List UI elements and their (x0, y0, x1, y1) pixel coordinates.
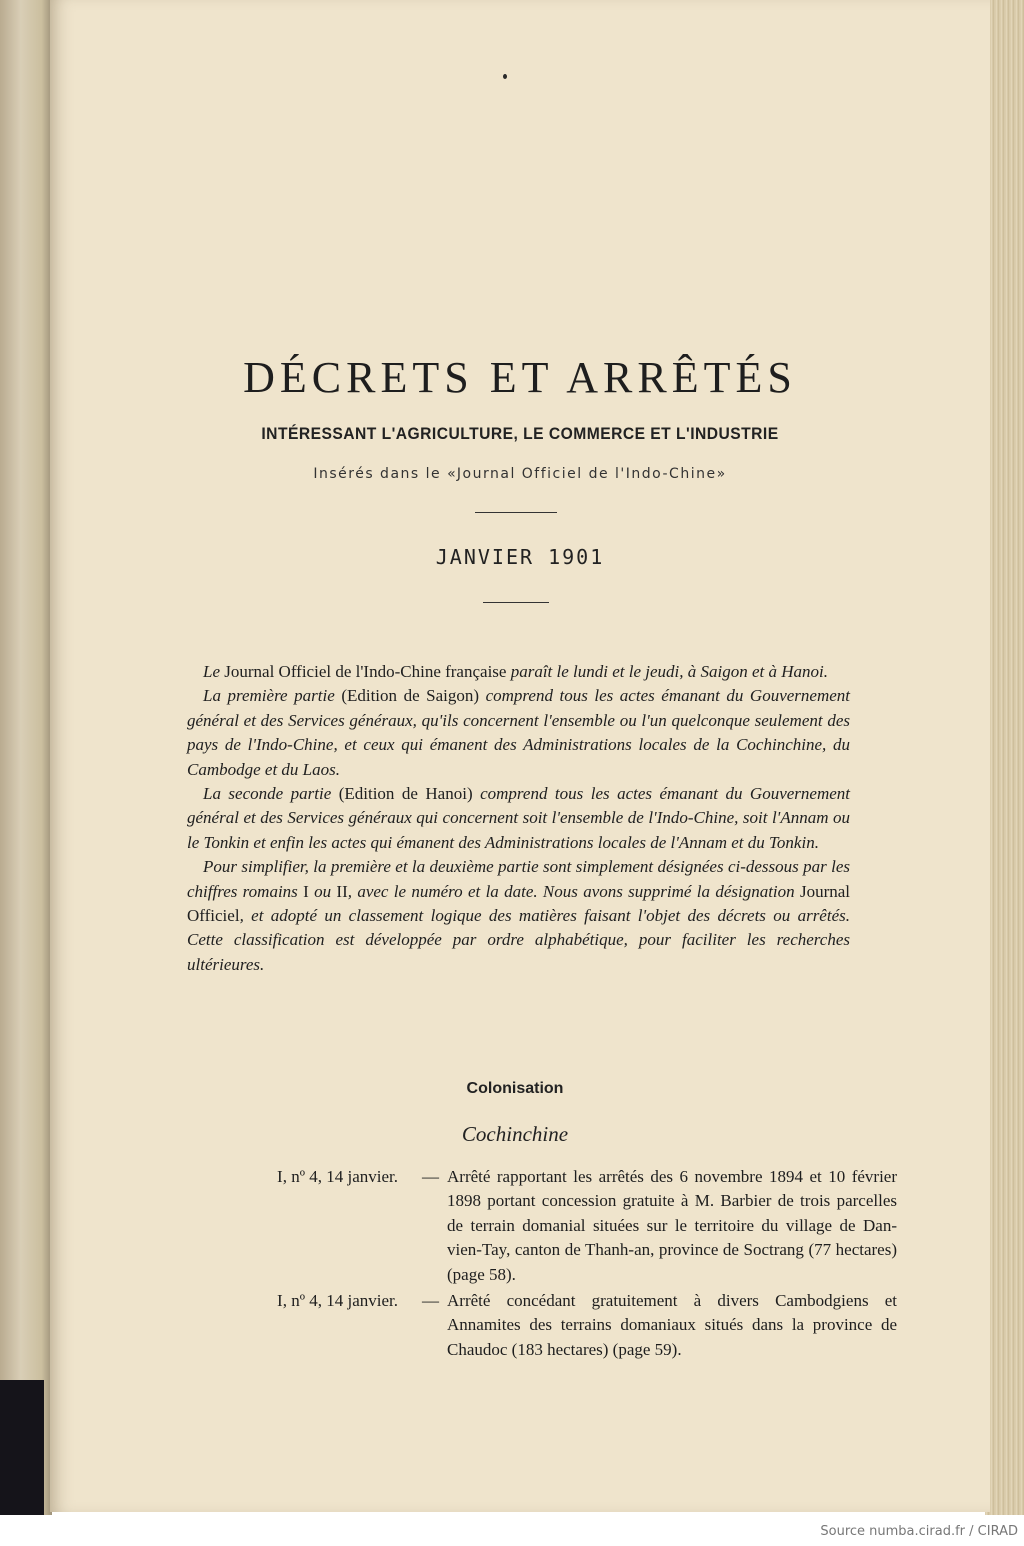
binding-cover (0, 1380, 44, 1515)
entry-dash: — (422, 1167, 439, 1186)
text-run: , et adopté un classement logique des matières faisant l'objet des décrets ou arrêtés. Cette classification est développée par ordre alphabétique, pour faciliter les recherches ultérieures. (187, 906, 850, 974)
section-heading: Colonisation (466, 1080, 564, 1097)
entry-text: Arrêté concédant gratuitement à divers Cambodgiens et Annamites des terrains domaniaux situés dans la province de Chaudoc (183 hectares) (page 59). (447, 1291, 897, 1359)
month-heading: JANVIER 1901 (435, 545, 605, 569)
intro-paragraph-4 (187, 855, 850, 977)
divider-rule (475, 512, 557, 513)
text-run: comprend tous les actes émanant du Gouvernement général et des Services généraux qui concernent soit l'ensemble de l'Indo-Chine, soit l'Annam ou le Tonkin et enfin les actes qui émanent des Administrations locales de l'Annam et du Tonkin. (187, 784, 851, 852)
text-run: La seconde partie (203, 784, 339, 804)
intro-text (187, 660, 850, 977)
book-spine (0, 0, 52, 1515)
text-run: Pour simplifier, la première et la deuxième partie sont simplement désignées ci-dessous par les chiffres romains (187, 857, 850, 901)
text-run: , avec le numéro et la date. Nous avons supprimé la désignation (347, 881, 800, 901)
insertion-line: Insérés dans le «Journal Officiel de l'Indo-Chine» (313, 466, 727, 482)
intro-paragraph-1 (187, 660, 850, 684)
text-run: Journal Officiel (187, 881, 851, 926)
document-subtitle: INTÉRESSANT L'AGRICULTURE, LE COMMERCE ET L'INDUSTRIE (261, 424, 779, 443)
printer-dot (503, 74, 507, 79)
document-page (50, 0, 990, 1512)
text-run: Le (203, 662, 225, 681)
text-run: Journal Officiel de l'Indo-Chine française (224, 662, 511, 681)
intro-paragraph-3 (187, 782, 850, 855)
divider-rule (483, 602, 549, 603)
text-run: paraît le lundi et le jeudi, à Saigon et à Hanoi. (510, 662, 829, 681)
source-credit: Source numba.cirad.fr / CIRAD (820, 1524, 1018, 1539)
entry-text: Arrêté rapportant les arrêtés des 6 novembre 1894 et 10 février 1898 portant concession gratuite à M. Barbier de trois parcelles de terrain domanial situées sur le territoire du village de Dan-vien-Tay, canton de Thanh-an, province de Soctrang (77 hectares) (page 58). (447, 1167, 897, 1284)
page-edges (985, 0, 1024, 1515)
text-run: comprend tous les actes émanant du Gouvernement général et des Services généraux, qu'ils concernent l'ensemble ou l'un quelconque seulement des pays de l'Indo-Chine, et ceux qui émanent des Administrations locales de la Cochinchine, du Cambodge et du Laos. (187, 686, 850, 779)
text-run: (Edition de Saigon) (341, 686, 486, 706)
entry-dash: — (422, 1291, 439, 1310)
sub-heading: Cochinchine (461, 1122, 569, 1146)
text-run: (Edition de Hanoi) (338, 784, 481, 804)
entry-reference: I, nº 4, 14 janvier. (277, 1291, 398, 1310)
document-title: DÉCRETS ET ARRÊTÉS (243, 353, 797, 402)
text-run: ou (314, 881, 337, 901)
text-run: La première partie (203, 686, 342, 706)
intro-paragraph-2 (187, 684, 850, 782)
text-run: I (303, 881, 315, 901)
text-run: II (336, 881, 348, 901)
entry-reference: I, nº 4, 14 janvier. (277, 1167, 398, 1186)
